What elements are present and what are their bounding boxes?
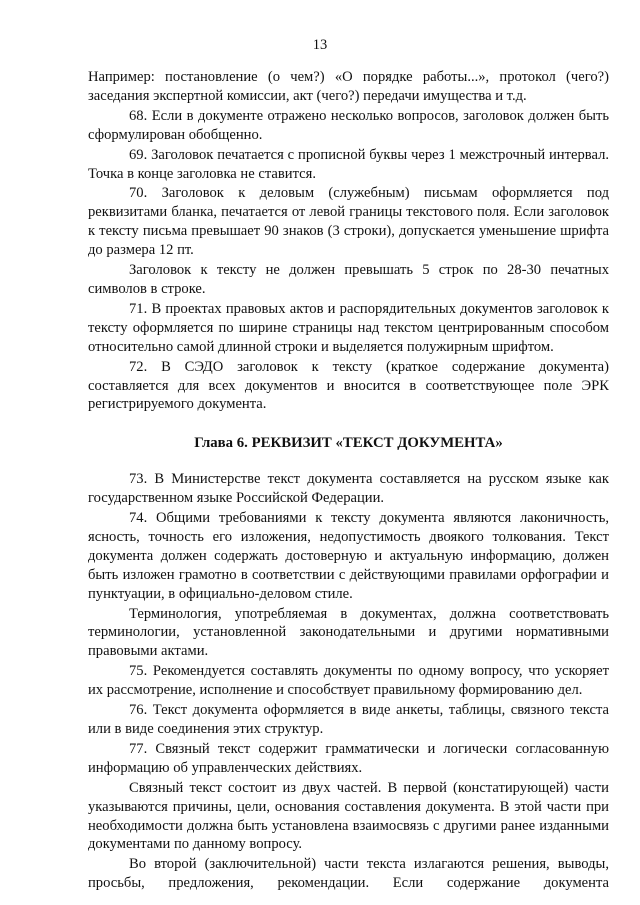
paragraph-76: 76. Текст документа оформляется в виде анкеты, таблицы, связного текста или в виде соединения этих структур.: [88, 702, 609, 737]
paragraph-73: 73. В Министерстве текст документа составляется на русском языке как государственном языке Российской Федерации.: [88, 471, 609, 507]
chapter-heading: Глава 6. РЕКВИЗИТ «ТЕКСТ ДОКУМЕНТА»: [194, 435, 503, 452]
paragraph-69: 69. Заголовок печатается с прописной буквы через 1 межстрочный интервал. Точка в конце заголовка не ставится.: [88, 146, 609, 182]
paragraph-74: 74. Общими требованиями к тексту документа являются лаконичность, ясность, точность его изложения, недопустимость двоякого толкования. Текст документа должен содержать достоверную и актуальную информацию, должен быть изложен грамотно в соответствии с действующими правилами орфографии и пунктуации, в официально-деловом стиле.: [88, 510, 609, 602]
paragraph: Во второй (заключительной) части текста излагаются решения, выводы, просьбы, предложения, рекомендации. Если содержание документа: [88, 856, 609, 892]
paragraph-71: 71. В проектах правовых актов и распорядительных документов заголовок к тексту оформляется по ширине страницы над текстом центрированным способом относительно самой длинной строки и выделяется полужирным шрифтом.: [88, 300, 609, 355]
paragraph-68: 68. Если в документе отражено несколько вопросов, заголовок должен быть сформулирован обобщенно.: [88, 107, 609, 143]
paragraph: Заголовок к тексту не должен превышать 5 строк по 28-30 печатных символов в строке.: [88, 262, 609, 297]
paragraph: Терминология, употребляемая в документах, должна соответствовать терминологии, установленной законодательными и другими нормативными правовыми актами.: [88, 605, 609, 660]
paragraph-72: 72. В СЭДО заголовок к тексту (краткое содержание документа) составляется для всех документов и вносится в соответствующее поле ЭРК регистрируемого документа.: [88, 358, 609, 413]
page-number: 13: [312, 37, 328, 53]
paragraph-75: 75. Рекомендуется составлять документы по одному вопросу, что ускоряет их рассмотрение, исполнение и способствует правильному формированию дел.: [88, 663, 609, 699]
document-body: [88, 68, 609, 894]
paragraph: Связный текст состоит из двух частей. В первой (констатирующей) части указываются причины, цели, основания составления документа. В этой части при необходимости должна быть установлена взаимосвязь с другими ранее изданными документами по данному вопросу.: [88, 779, 609, 853]
paragraph-70: 70. Заголовок к деловым (служебным) письмам оформляется под реквизитами бланка, печатается от левой границы текстового поля. Если заголовок к тексту письма превышает 90 знаков (3 строки), допускается уменьшение шрифта до размера 12 пт.: [88, 185, 609, 259]
paragraph-77: 77. Связный текст содержит грамматически и логически согласованную информацию об управленческих действиях.: [88, 740, 609, 776]
paragraph: Например: постановление (о чем?) «О порядке работы...», протокол (чего?) заседания экспертной комиссии, акт (чего?) передачи имущества и т.д.: [88, 69, 609, 104]
